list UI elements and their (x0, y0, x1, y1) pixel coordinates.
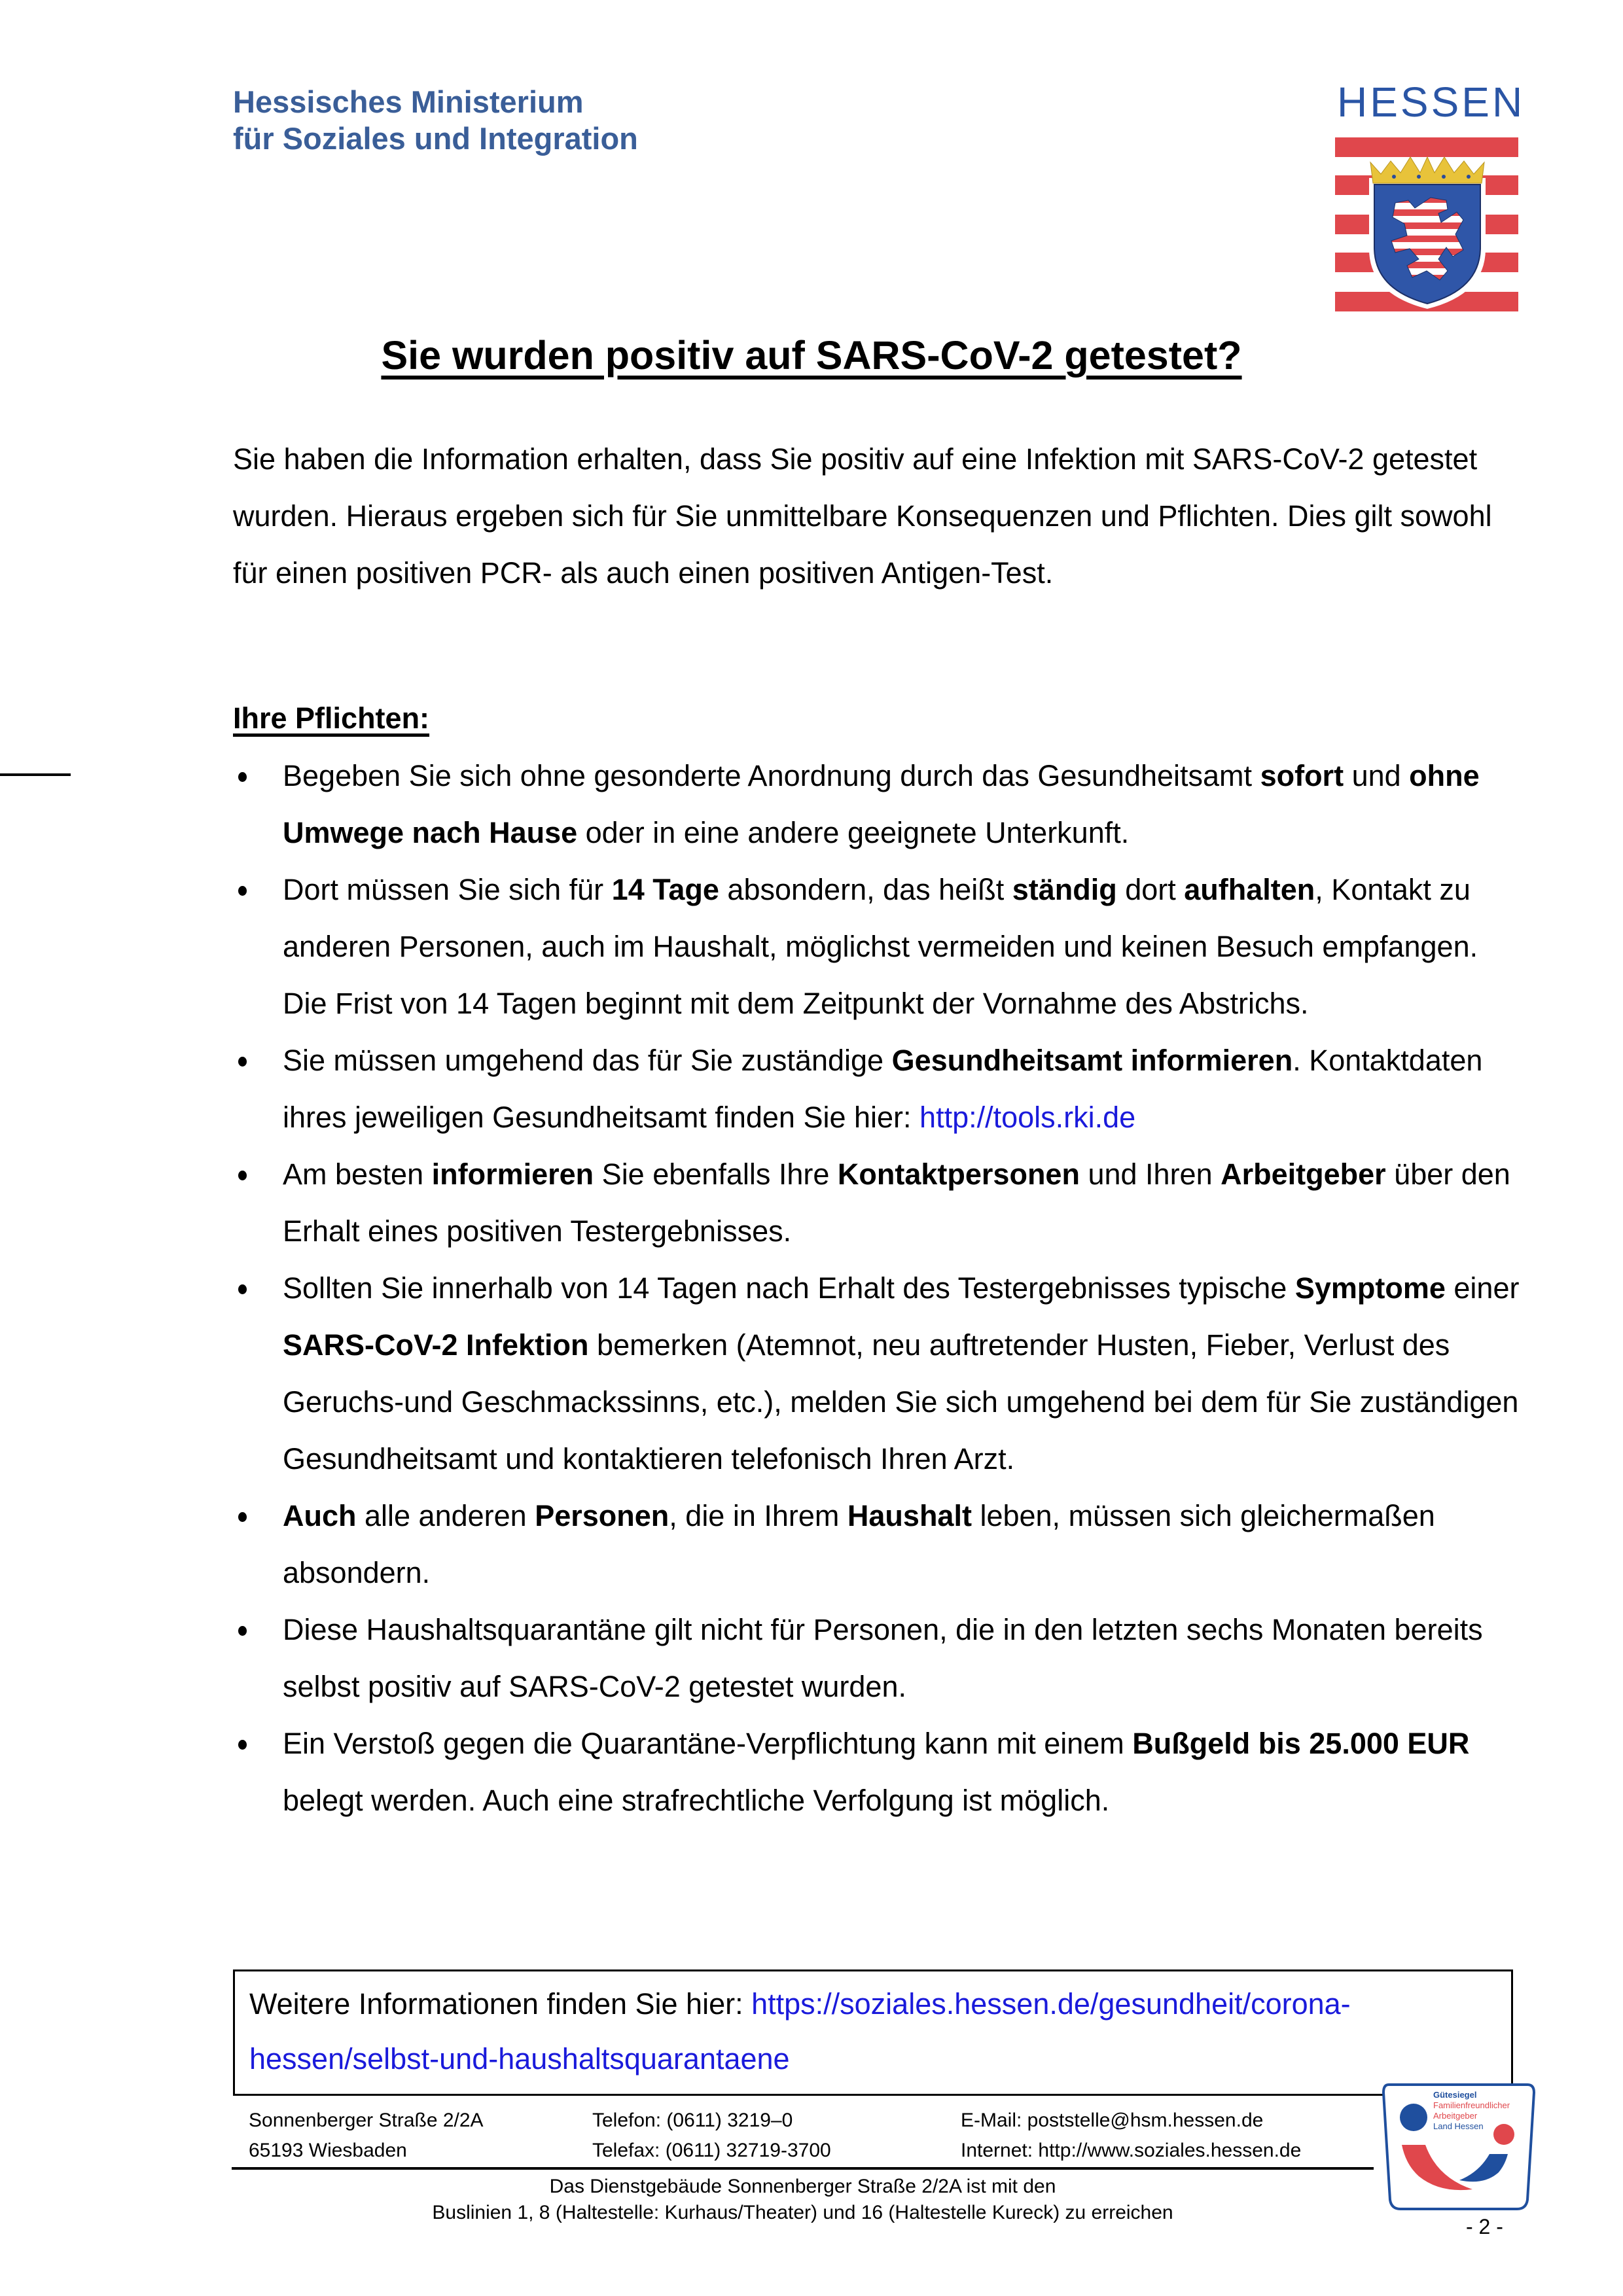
emphasis-text: ohne Umwege nach Hause (283, 759, 1480, 849)
duty-text: Sollten Sie innerhalb von 14 Tagen nach Erhalt des Testergebnisses typische (283, 1271, 1295, 1305)
duty-text: und Ihren (1079, 1157, 1221, 1191)
emphasis-text: SARS-CoV-2 Infektion (283, 1328, 589, 1362)
bullet-icon (238, 1626, 247, 1636)
bullet-icon (238, 1171, 247, 1180)
duties-heading: Ihre Pflichten: (233, 701, 430, 735)
duty-text: leben, müssen sich gleichermaßen absondern. (283, 1499, 1435, 1589)
bullet-icon (238, 886, 247, 896)
duty-text: Begeben Sie sich ohne gesonderte Anordnung durch das Gesundheitsamt (283, 759, 1260, 792)
duty-text: über den Erhalt eines positiven Testergebnisses. (283, 1157, 1510, 1248)
duty-text: , Kontakt zu anderen Personen, auch im Haushalt, möglichst vermeiden und keinen Besuch empfangen. Die Frist von 14 Tagen beginnt mit dem Zeitpunkt der Vornahme des Abstrichs. (283, 873, 1478, 1020)
seal-line3: Arbeitgeber (1433, 2111, 1478, 2121)
duties-list (233, 747, 1529, 1829)
hessen-logo-text: HESSEN (1337, 79, 1525, 126)
duty-text: belegt werden. Auch eine strafrechtliche Verfolgung ist möglich. (283, 1784, 1110, 1817)
footer-fax: Telefax: (0611) 32719-3700 (592, 2140, 831, 2161)
emphasis-text: Kontaktpersonen (837, 1157, 1080, 1191)
footer-street: Sonnenberger Straße 2/2A (249, 2110, 484, 2131)
emphasis-text: Personen (535, 1499, 669, 1532)
footer-internet: Internet: http://www.soziales.hessen.de (961, 2140, 1302, 2161)
duty-text: Sie ebenfalls Ihre (594, 1157, 838, 1191)
bullet-icon (238, 1284, 247, 1294)
page-number: - 2 - (1466, 2215, 1503, 2238)
footer-transit-line1: Das Dienstgebäude Sonnenberger Straße 2/2A ist mit den (549, 2176, 1056, 2197)
emphasis-text: aufhalten (1184, 873, 1315, 906)
duty-text: und (1344, 759, 1410, 792)
seal-line1: Gütesiegel (1433, 2090, 1477, 2100)
duty-text: oder in eine andere geeignete Unterkunft. (577, 816, 1130, 849)
duty-text: einer (1445, 1271, 1520, 1305)
duty-text: absondern, das heißt (719, 873, 1012, 906)
duty-item (233, 747, 1529, 861)
duty-item (233, 1601, 1529, 1715)
duty-item (233, 1487, 1529, 1601)
footer-contact (961, 2106, 1301, 2166)
duty-text: alle anderen (356, 1499, 535, 1532)
seal-line4: Land Hessen (1433, 2121, 1484, 2131)
footer-city: 65193 Wiesbaden (249, 2140, 407, 2161)
bullet-icon (238, 1740, 247, 1750)
more-info-link[interactable]: https://soziales.hessen.de/gesundheit/corona-hessen/selbst-und-haushaltsquarantaene (249, 1987, 1351, 2075)
duty-text: Ein Verstoß gegen die Quarantäne-Verpflichtung kann mit einem (283, 1727, 1133, 1760)
page-title-text: Sie wurden positiv auf SARS-CoV-2 getestet? (381, 333, 1242, 378)
emphasis-text: Haushalt (847, 1499, 972, 1532)
more-info-box (233, 1969, 1513, 2096)
emphasis-text: Arbeitgeber (1221, 1157, 1386, 1191)
duty-text: dort (1116, 873, 1185, 906)
footer-transit-line2: Buslinien 1, 8 (Haltestelle: Kurhaus/Theater) und 16 (Haltestelle Kureck) zu erreichen (432, 2202, 1173, 2223)
duty-text: Am besten (283, 1157, 432, 1191)
page-title (0, 332, 1623, 378)
duty-item (233, 1146, 1529, 1260)
emphasis-text: Symptome (1294, 1271, 1446, 1305)
duty-text: . Kontaktdaten ihres jeweiligen Gesundheitsamt finden Sie hier: (283, 1044, 1483, 1134)
footer-address (249, 2106, 484, 2166)
duty-text: Sie müssen umgehend das für Sie zuständige (283, 1044, 892, 1077)
intro-paragraph: Sie haben die Information erhalten, dass Sie positiv auf eine Infektion mit SARS-CoV-2 getestet wurden. Hieraus ergeben sich für Sie unmittelbare Konsequenzen und Pflichten. Dies gilt sowohl für einen positiven PCR- als auch einen positiven Antigen-Test. (233, 442, 1492, 590)
duty-text: Diese Haushaltsquarantäne gilt nicht für Personen, die in den letzten sechs Monaten bereits selbst positiv auf SARS-CoV-2 getestet wurden. (283, 1613, 1483, 1703)
more-info-label: Weitere Informationen finden Sie hier: (249, 1987, 752, 2021)
emphasis-text: ständig (1012, 873, 1117, 906)
fold-mark (0, 773, 71, 776)
emphasis-text: Gesundheitsamt informieren (891, 1044, 1293, 1077)
bullet-icon (238, 1057, 247, 1067)
footer-divider (232, 2167, 1374, 2170)
bullet-icon (238, 1512, 247, 1522)
duty-text: , die in Ihrem (669, 1499, 847, 1532)
duty-item (233, 1260, 1529, 1487)
ministry-name-line2: für Soziales und Integration (233, 121, 638, 156)
hessen-coat-of-arms-icon (1335, 137, 1518, 313)
rki-link[interactable]: http://tools.rki.de (919, 1101, 1136, 1134)
footer-phone-fax (592, 2106, 831, 2166)
ministry-name (233, 84, 638, 157)
bullet-icon (238, 772, 247, 782)
duty-item (233, 1032, 1529, 1146)
emphasis-text: sofort (1260, 759, 1344, 792)
ministry-name-line1: Hessisches Ministerium (233, 84, 584, 119)
duty-item (233, 1715, 1529, 1829)
footer-email: E-Mail: poststelle@hsm.hessen.de (961, 2110, 1264, 2131)
footer-phone: Telefon: (0611) 3219–0 (592, 2110, 793, 2131)
emphasis-text: 14 Tage (611, 873, 719, 906)
family-friendly-employer-seal-icon (1380, 2081, 1537, 2212)
footer-transit (232, 2174, 1374, 2226)
emphasis-text: informieren (431, 1157, 594, 1191)
emphasis-text: Auch (283, 1499, 357, 1532)
duty-text: Dort müssen Sie sich für (283, 873, 612, 906)
emphasis-text: Bußgeld bis 25.000 EUR (1132, 1727, 1470, 1760)
seal-line2: Familienfreundlicher (1433, 2100, 1510, 2110)
duty-item (233, 861, 1529, 1032)
duty-text: bemerken (Atemnot, neu auftretender Husten, Fieber, Verlust des Geruchs-und Geschmackssinns, etc.), melden Sie sich umgehend bei dem für Sie zuständigen Gesundheitsamt und kontaktieren telefonisch Ihren Arzt. (283, 1328, 1519, 1475)
